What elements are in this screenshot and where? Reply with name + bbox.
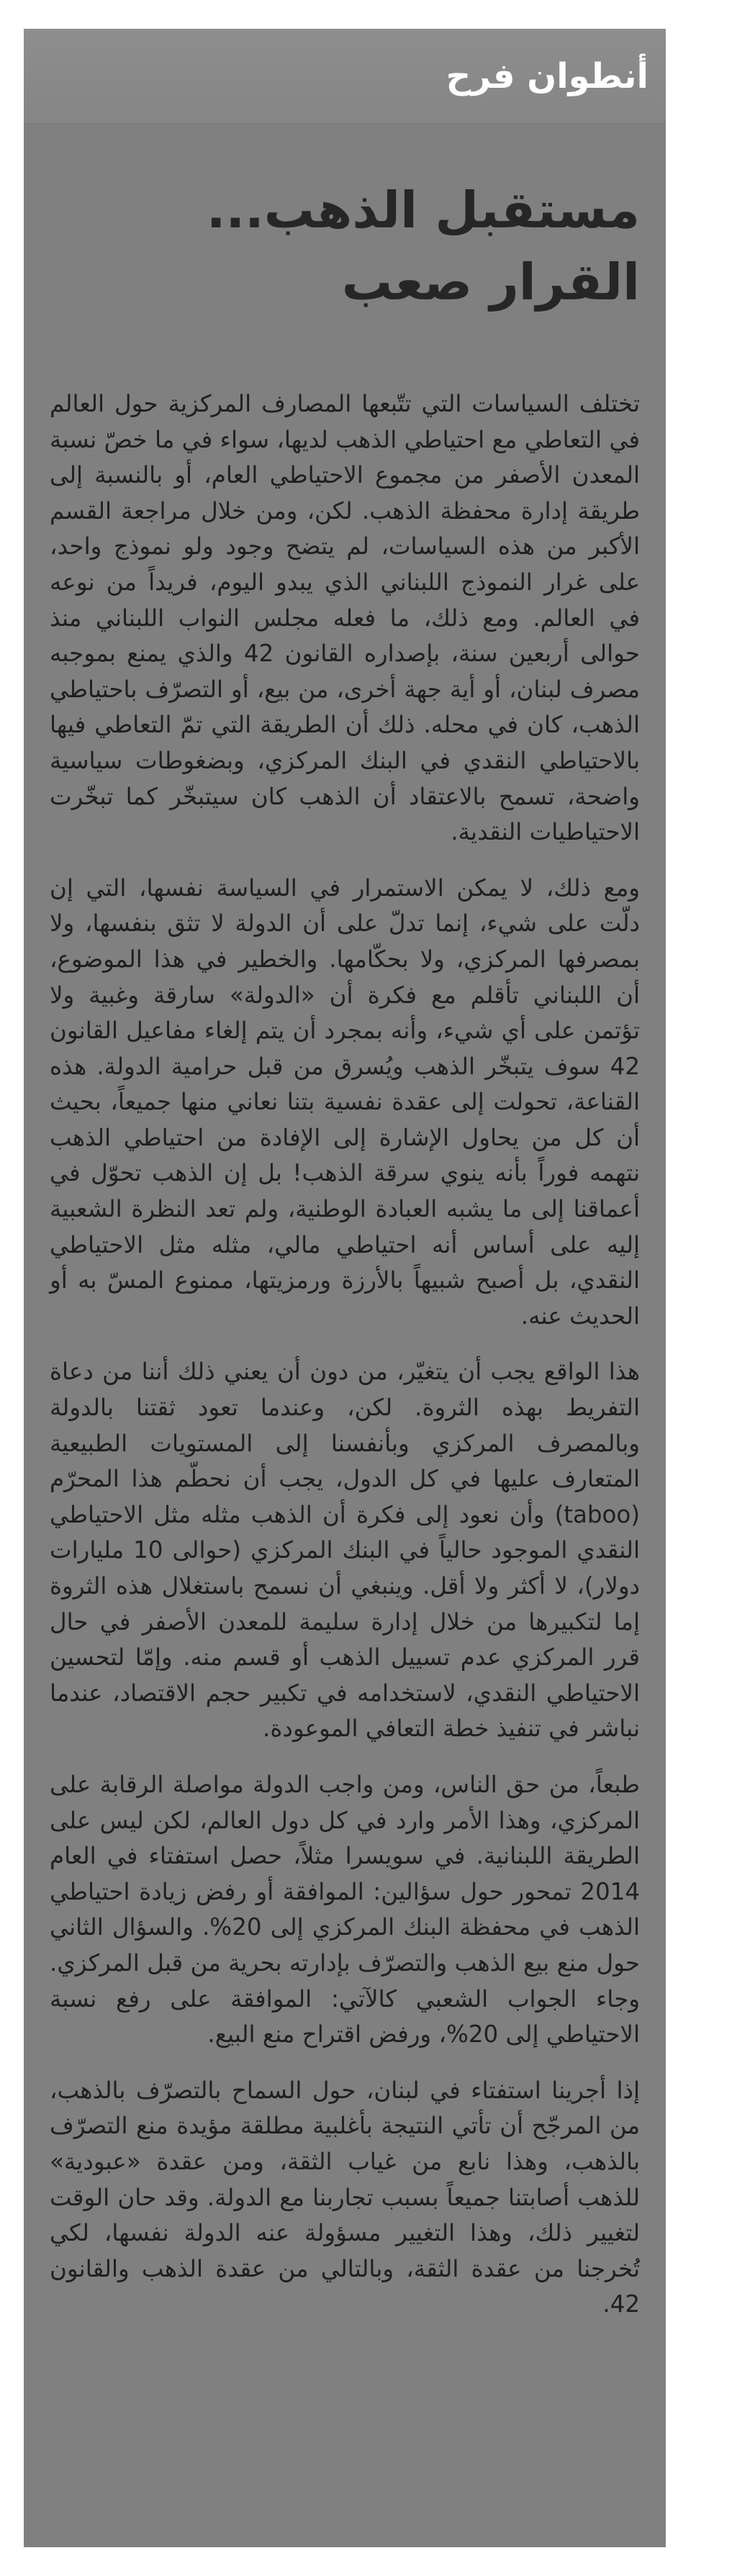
article-paragraph: تختلف السياسات التي تتّبعها المصارف المركزية حول العالم في التعاطي مع احتياطي الذهب لديها، سواء في ما خصّ نسبة المعدن الأصفر من مجموع الاحتياطي العام، أو بالنسبة إلى طريقة إدارة محفظة الذهب. لكن، ومن خلال مراجعة القسم الأكبر من هذه السياسات، لم يتضح وجود ولو نموذج واحد، على غرار النموذج اللبناني الذي يبدو اليوم، فريداً من نوعه في العالم. ومع ذلك، ما فعله مجلس النواب اللبناني منذ حوالى أربعين سنة، بإصداره القانون 42 والذي يمنع بموجبه مصرف لبنان، أو أية جهة أخرى، من بيع، أو التصرّف باحتياطي الذهب، كان في محله. ذلك أن الطريقة التي تمّ التعاطي فيها بالاحتياطي النقدي في البنك المركزي، وبضغوطات سياسية واضحة، تسمح بالاعتقاد أن الذهب كان سيتبخّر كما تبخّرت الاحتياطيات النقدية. — [50, 390, 640, 846]
article-paragraph: هذا الواقع يجب أن يتغيّر، من دون أن يعني ذلك أننا من دعاة التفريط بهذه الثروة. لكن، وعندما تعود ثقتنا بالدولة وبالمصرف المركزي وبأنفسنا إلى المستويات الطبيعية المتعارف عليها في كل الدول، يجب أن نحطّم هذا المحرّم (taboo) وأن نعود إلى فكرة أن الذهب مثله مثل الاحتياطي النقدي الموجود حالياً في البنك المركزي (حوالى 10 مليارات دولار)، لا أكثر ولا أقل. وينبغي أن نسمح باستغلال هذه الثروة إما لتكبيرها من خلال إدارة سليمة للمعدن الأصفر في حال قرر المركزي عدم تسييل الذهب أو قسم منه. وإمّا لتحسين الاحتياطي النقدي، لاستخدامه في تكبير حجم الاقتصاد، عندما نباشر في تنفيذ خطة التعافي الموعودة. — [50, 1358, 640, 1743]
article-column — [24, 29, 666, 2547]
article-body — [50, 386, 640, 2323]
author-name: أنطوان فرح — [446, 55, 649, 96]
author-bar — [24, 29, 666, 124]
article-paragraph: إذا أجرينا استفتاء في لبنان، حول السماح بالتصرّف بالذهب، من المرجّح أن تأتي النتيجة بأغلبية مطلقة مؤيدة منع التصرّف بالذهب، وهذا نابع من غياب الثقة، ومن عقدة «عبودية» للذهب أصابتنا جميعاً بسبب تجاربنا مع الدولة. وقد حان الوقت لتغيير ذلك، وهذا التغيير مسؤولة عنه الدولة نفسها، لكي تُخرجنا من عقدة الثقة، وبالتالي من عقدة الذهب والقانون 42. — [50, 2076, 640, 2318]
article-title-line-1: مستقبل الذهب... — [206, 181, 640, 240]
article-paragraph: طبعاً، من حق الناس، ومن واجب الدولة مواصلة الرقابة على المركزي، وهذا الأمر وارد في كل دول العالم، لكن ليس على الطريقة اللبنانية. في سويسرا مثلاً، حصل استفتاء في العام 2014 تمحور حول سؤالين: الموافقة أو رفض زيادة احتياطي الذهب في محفظة البنك المركزي إلى 20%. والسؤال الثاني حول منع بيع الذهب والتصرّف بإدارته بحرية من قبل المركزي. وجاء الجواب الشعبي كالآتي: الموافقة على رفع نسبة الاحتياطي إلى 20%، ورفض اقتراح منع البيع. — [50, 1770, 640, 2049]
article-paragraph: ومع ذلك، لا يمكن الاستمرار في السياسة نفسها، التي إن دلّت على شيء، إنما تدلّ على أن الدولة لا تثق بنفسها، ولا بمصرفها المركزي، ولا بحكّامها. والخطير في هذا الموضوع، أن اللبناني تأقلم مع فكرة أن «الدولة» سارقة وغبية ولا تؤتمن على أي شيء، وأنه بمجرد أن يتم إلغاء مفاعيل القانون 42 سوف يتبخّر الذهب ويُسرق من قبل حرامية الدولة. هذه القناعة، تحولت إلى عقدة نفسية بتنا نعاني منها جميعاً، بحيث أن كل من يحاول الإشارة إلى الإفادة من احتياطي الذهب نتهمه فوراً بأنه ينوي سرقة الذهب! بل إن الذهب تحوّل في أعماقنا إلى ما يشبه العبادة الوطنية، ولم تعد النظرة الشعبية إليه على أساس أنه احتياطي مالي، مثله مثل الاحتياطي النقدي، بل أصبح شبيهاً بالأرزة ورمزيتها، ممنوع المسّ به أو الحديث عنه. — [50, 874, 640, 1330]
article-title — [50, 174, 640, 318]
article-title-line-2: القرار صعب — [341, 253, 640, 312]
